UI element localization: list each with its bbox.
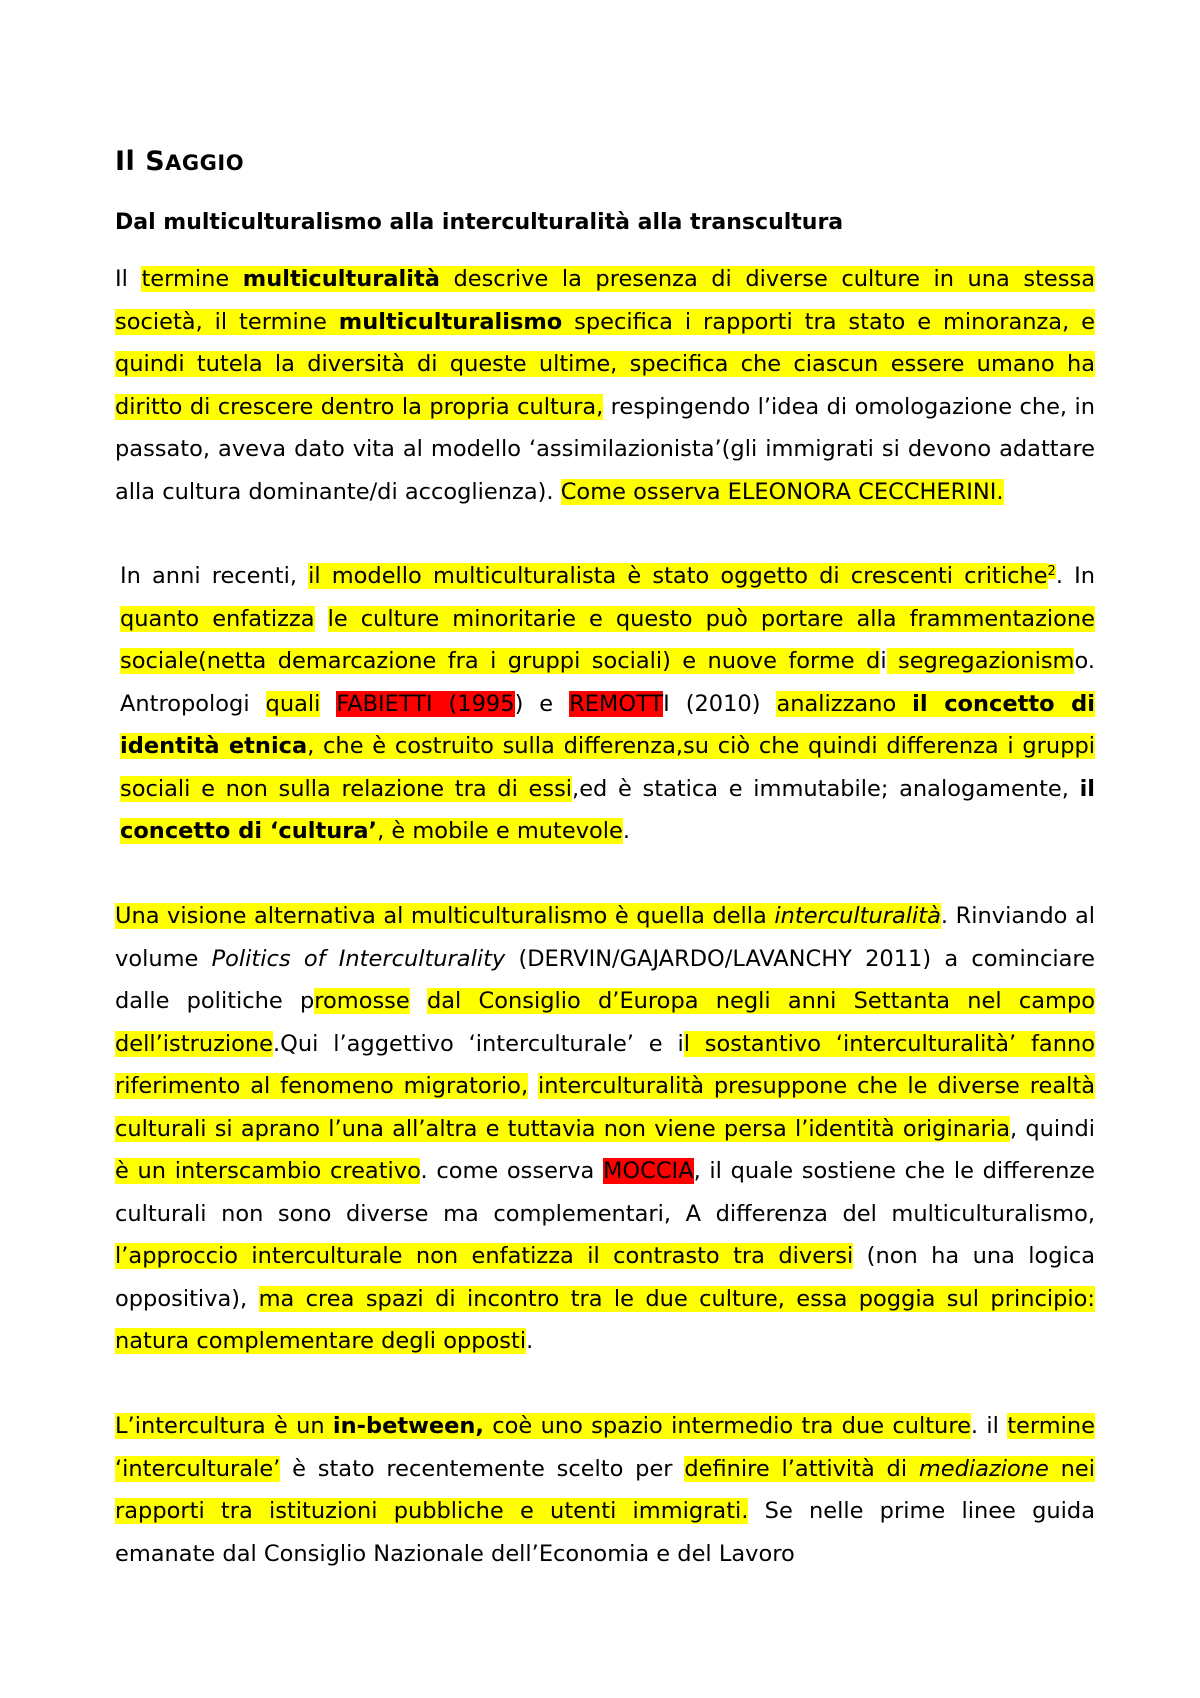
highlight-yellow: il modello multiculturalista è stato oggetto di crescenti critiche bbox=[308, 563, 1048, 589]
title-text: Il S bbox=[115, 146, 166, 177]
highlight-yellow: Una visione alternativa al multiculturalismo è quella della bbox=[115, 903, 775, 929]
text-run: respingendo l’idea di omologazione che, in passato, aveva dato vita al modello ‘assimilazionista’(gli immigrati si devono adattare alla cultura dominante/di accoglienza). bbox=[115, 393, 1095, 505]
highlight-yellow: , è mobile e mutevole bbox=[377, 818, 623, 844]
highlight-yellow: romosse bbox=[314, 988, 410, 1014]
text-run: , quindi bbox=[1010, 1115, 1095, 1142]
text-run bbox=[528, 1073, 538, 1099]
highlight-yellow: specifica i rapporti tra stato e minoranza, e quindi tutela la diversità di queste ultime, specifica che ciascun essere umano ha diritto di crescere dentro la propria cultura, bbox=[115, 308, 1095, 420]
paragraph-intercultura bbox=[115, 1405, 1095, 1575]
bold-term: il concetto di identità etnica bbox=[120, 690, 1095, 759]
paragraph-critiche bbox=[120, 555, 1095, 853]
text-run: i bbox=[880, 648, 887, 674]
title-small-caps: AGGIO bbox=[165, 151, 245, 175]
highlight-yellow: quanto enfatizza bbox=[120, 605, 315, 632]
text-run: . In bbox=[1055, 563, 1095, 589]
text-run: è stato recentemente scelto per bbox=[280, 1455, 685, 1482]
text-run: .Qui l’aggettivo ‘interculturale’ e i bbox=[273, 1030, 684, 1057]
italic-term: mediazione bbox=[918, 1455, 1049, 1482]
text-run: . Rinviando al volume bbox=[115, 903, 1095, 972]
text-run: . come osserva bbox=[420, 1158, 604, 1184]
text-run bbox=[410, 988, 427, 1014]
highlight-yellow: l sostantivo ‘interculturalità’ fanno riferimento al fenomeno migratorio, bbox=[115, 1030, 1096, 1099]
text-run: (non ha una logica oppositiva), bbox=[115, 1243, 1095, 1312]
highlight-yellow: nei rapporti tra istituzioni pubbliche e utenti immigrati. bbox=[115, 1455, 1096, 1524]
text-run: I (2010) bbox=[663, 690, 777, 717]
highlight-yellow: interculturalità presuppone che le diverse realtà culturali si aprano l’una all’altra e tuttavia non viene persa l’identità originaria bbox=[115, 1073, 1095, 1142]
bold-term: concetto di ‘cultura’ bbox=[120, 818, 378, 844]
text-run: In anni recenti, bbox=[120, 563, 309, 589]
text-run: . il bbox=[970, 1413, 1008, 1439]
document-title bbox=[115, 146, 244, 177]
highlight-yellow: , che è costruito sulla differenza,su ciò che quindi differenza i gruppi sociali e non sulla relazione tra di essi bbox=[120, 733, 1096, 802]
footnote-reference: 2 bbox=[1047, 563, 1056, 579]
highlight-yellow: s bbox=[886, 648, 910, 674]
italic-term: interculturalità bbox=[774, 903, 941, 929]
text-run: Il bbox=[115, 266, 142, 292]
bold-term: il bbox=[1079, 775, 1095, 802]
text-run: ) e bbox=[514, 690, 570, 717]
bold-term: multiculturalità bbox=[242, 266, 440, 292]
bold-term: in-between, bbox=[332, 1413, 484, 1439]
highlight-yellow: coè uno spazio intermedio tra due culture bbox=[483, 1413, 971, 1439]
highlight-yellow: definire l’attività di bbox=[684, 1455, 919, 1482]
highlight-yellow: è un interscambio creativo bbox=[115, 1158, 421, 1184]
paragraph-interculturalita bbox=[115, 895, 1095, 1363]
text-run: ,ed è statica e immutabile; analogamente, bbox=[572, 775, 1080, 802]
highlight-yellow: termine ‘interculturale’ bbox=[115, 1413, 1095, 1482]
highlight-yellow: l’approccio interculturale non enfatizza il contrasto tra diversi bbox=[115, 1243, 854, 1269]
highlight-yellow: L’intercultura è un bbox=[115, 1413, 333, 1439]
text-run bbox=[320, 691, 336, 717]
text-run: Se nelle prime linee guida emanate dal Consiglio Nazionale dell’Economia e del Lavoro bbox=[115, 1498, 1095, 1567]
text-run: o. Antropologi bbox=[120, 648, 1095, 717]
highlight-red: REMOTT bbox=[569, 690, 664, 717]
text-run: (DERVIN/GAJARDO/LAVANCHY 2011) a cominciare dalle politiche p bbox=[115, 945, 1095, 1014]
text-run: , il quale sostiene che le differenze culturali non sono diverse ma complementari, A differenza del multiculturalismo, bbox=[115, 1158, 1095, 1227]
text-run: . bbox=[526, 1328, 534, 1354]
highlight-yellow: termine bbox=[141, 266, 243, 292]
highlight-yellow: le culture minoritarie e questo può portare alla frammentazione sociale(netta demarcazione fra i gruppi sociali) e nuove forme d bbox=[120, 605, 1096, 674]
highlight-red: MOCCIA bbox=[603, 1158, 694, 1184]
italic-title: Politics of Interculturality bbox=[211, 945, 506, 972]
paragraph-multiculturalita bbox=[115, 258, 1095, 513]
bold-term: multiculturalismo bbox=[338, 308, 563, 335]
highlight-yellow: ma crea spazi di incontro tra le due culture, essa poggia sul principio: natura complementare degli opposti bbox=[115, 1285, 1095, 1354]
highlight-yellow: egregazionism bbox=[909, 648, 1075, 674]
highlight-yellow: dal Consiglio d’Europa negli anni Settanta nel campo dell’istruzione bbox=[115, 988, 1095, 1057]
text-run bbox=[315, 606, 328, 632]
highlight-yellow: quali bbox=[265, 690, 321, 717]
text-run: . bbox=[622, 818, 631, 844]
highlight-red: FABIETTI (1995 bbox=[336, 690, 515, 717]
section-subtitle: Dal multiculturalismo alla interculturalità alla transcultura bbox=[115, 210, 844, 235]
highlight-yellow: analizzano bbox=[776, 690, 913, 717]
highlight-yellow: Come osserva ELEONORA CECCHERINI. bbox=[560, 478, 1004, 505]
highlight-yellow: descrive la presenza di diverse culture in una stessa società, il termine bbox=[115, 266, 1095, 335]
